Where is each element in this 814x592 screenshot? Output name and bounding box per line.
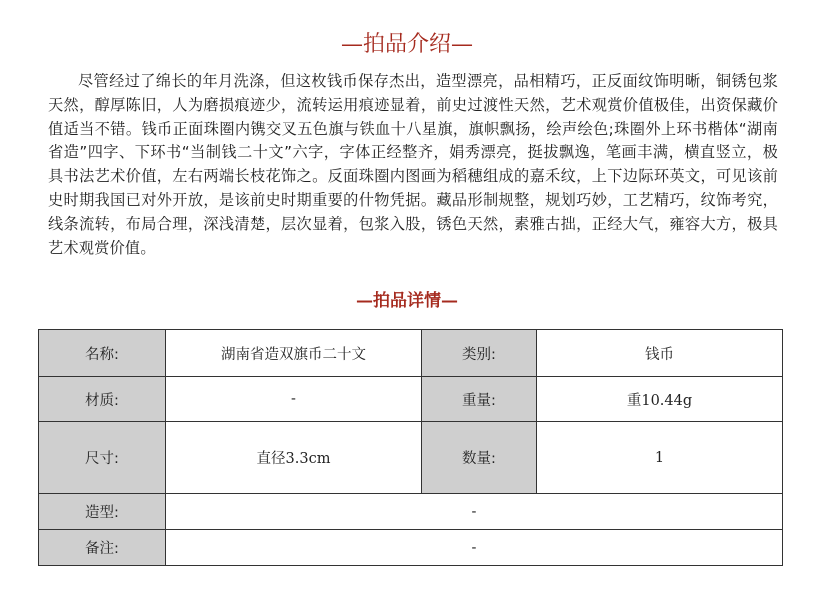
- value-category: 钱币: [537, 330, 783, 377]
- intro-title: —拍品介绍—: [340, 32, 473, 57]
- label-remarks: 备注:: [39, 530, 166, 566]
- table-row-name: [39, 330, 783, 377]
- table-row-shape: [39, 494, 783, 530]
- value-shape: -: [166, 494, 783, 530]
- value-weight: 重10.44g: [537, 377, 783, 422]
- details-title: —拍品详情—: [356, 291, 458, 311]
- details-table: [38, 329, 783, 566]
- value-material: -: [166, 377, 422, 422]
- label-quantity: 数量:: [422, 422, 537, 494]
- table-row-size: [39, 422, 783, 494]
- value-quantity: 1: [537, 422, 783, 494]
- value-name: 湖南省造双旗币二十文: [166, 330, 422, 377]
- intro-paragraph: 尽管经过了绵长的年月洗涤，但这枚钱币保存杰出，造型漂亮，品相精巧，正反面纹饰明晰，铜锈包浆天然，醇厚陈旧，人为磨损痕迹少，流转运用痕迹显着，前史过渡性天然，艺术观赏价值极佳，出资保藏价值适当不错。钱币正面珠圈内镌交叉五色旗与铁血十八星旗，旗帜飘扬，绘声绘色;珠圈外上环书楷体“湖南省造”四字、下环书“当制钱二十文”六字，字体正经整齐，娟秀漂亮，挺拔飘逸，笔画丰满，横直竖立，极具书法艺术价值，左右两端长枝花饰之。反面珠圈内图画为稻穗组成的嘉禾纹，上下边际环英文，可见该前史时期我国已对外开放，是该前史时期重要的什物凭据。藏品形制规整，规划巧妙，工艺精巧，纹饰考究，线条流转，布局合理，深浅清楚，层次显着，包浆入股，锈色天然，素雅古拙，正经大气，雍容大方，极具艺术观赏价值。: [48, 72, 778, 257]
- value-size: 直径3.3cm: [166, 422, 422, 494]
- label-category: 类别:: [422, 330, 537, 377]
- label-size: 尺寸:: [39, 422, 166, 494]
- label-name: 名称:: [39, 330, 166, 377]
- label-material: 材质:: [39, 377, 166, 422]
- label-weight: 重量:: [422, 377, 537, 422]
- table-row-remarks: [39, 530, 783, 566]
- value-remarks: -: [166, 530, 783, 566]
- label-shape: 造型:: [39, 494, 166, 530]
- table-row-material: [39, 377, 783, 422]
